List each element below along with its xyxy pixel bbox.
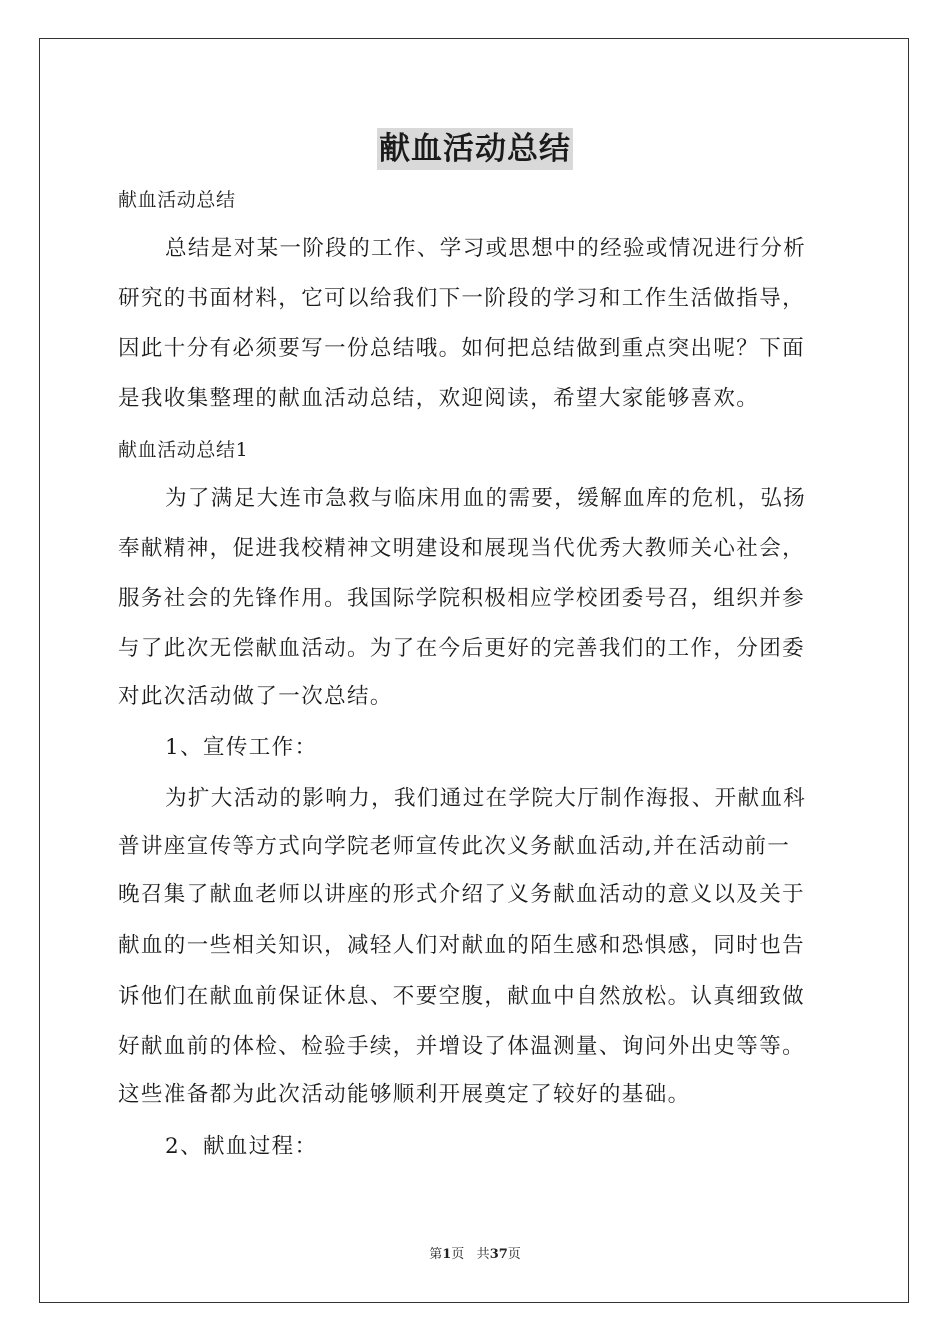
subsection-heading: 1、宣传工作： (165, 735, 318, 760)
subsection-heading: 2、献血过程： (165, 1134, 318, 1159)
paragraph-line: 好献血前的体检、检验手续，并增设了体温测量、询问外出史等等。 (118, 1034, 806, 1059)
paragraph-line: 总结是对某一阶段的工作、学习或思想中的经验或情况进行分析 (165, 236, 807, 261)
footer-total-unit: 页 (507, 1247, 521, 1262)
footer-page-current: 1 (442, 1247, 452, 1262)
paragraph-line: 研究的书面材料，它可以给我们下一阶段的学习和工作生活做指导， (118, 286, 806, 311)
paragraph-line: 晚召集了献血老师以讲座的形式介绍了义务献血活动的意义以及关于 (118, 882, 806, 907)
footer-page-total: 37 (489, 1247, 508, 1262)
footer-page-unit: 页 (451, 1247, 465, 1262)
paragraph-line: 诉他们在献血前保证休息、不要空腹，献血中自然放松。认真细致做 (118, 984, 806, 1009)
footer-page-prefix: 第 (429, 1247, 443, 1262)
paragraph-line: 献血的一些相关知识，减轻人们对献血的陌生感和恐惧感，同时也告 (118, 933, 806, 958)
footer-total-prefix: 共 (476, 1247, 490, 1262)
paragraph-line: 因此十分有必须要写一份总结哦。如何把总结做到重点突出呢？下面 (118, 336, 806, 361)
paragraph-line: 普讲座宣传等方式向学院老师宣传此次义务献血活动,并在活动前一 (118, 834, 791, 859)
paragraph-line: 这些准备都为此次活动能够顺利开展奠定了较好的基础。 (118, 1082, 691, 1107)
page-footer (0, 1246, 950, 1264)
section-heading: 献血活动总结1 (118, 439, 249, 461)
subtitle-line: 献血活动总结 (118, 189, 236, 211)
paragraph-line: 为扩大活动的影响力，我们通过在学院大厅制作海报、开献血科 (165, 786, 807, 811)
paragraph-line: 与了此次无偿献血活动。为了在今后更好的完善我们的工作，分团委 (118, 636, 806, 661)
paragraph-line: 是我收集整理的献血活动总结，欢迎阅读，希望大家能够喜欢。 (118, 386, 760, 411)
paragraph-line: 服务社会的先锋作用。我国际学院积极相应学校团委号召，组织并参 (118, 586, 806, 611)
document-title (0, 128, 950, 172)
paragraph-line: 对此次活动做了一次总结。 (118, 684, 393, 709)
paragraph-line: 奉献精神，促进我校精神文明建设和展现当代优秀大教师关心社会， (118, 536, 806, 561)
page-border (39, 38, 909, 1303)
paragraph-line: 为了满足大连市急救与临床用血的需要，缓解血库的危机，弘扬 (165, 486, 807, 511)
document-title-text: 献血活动总结 (377, 128, 573, 170)
